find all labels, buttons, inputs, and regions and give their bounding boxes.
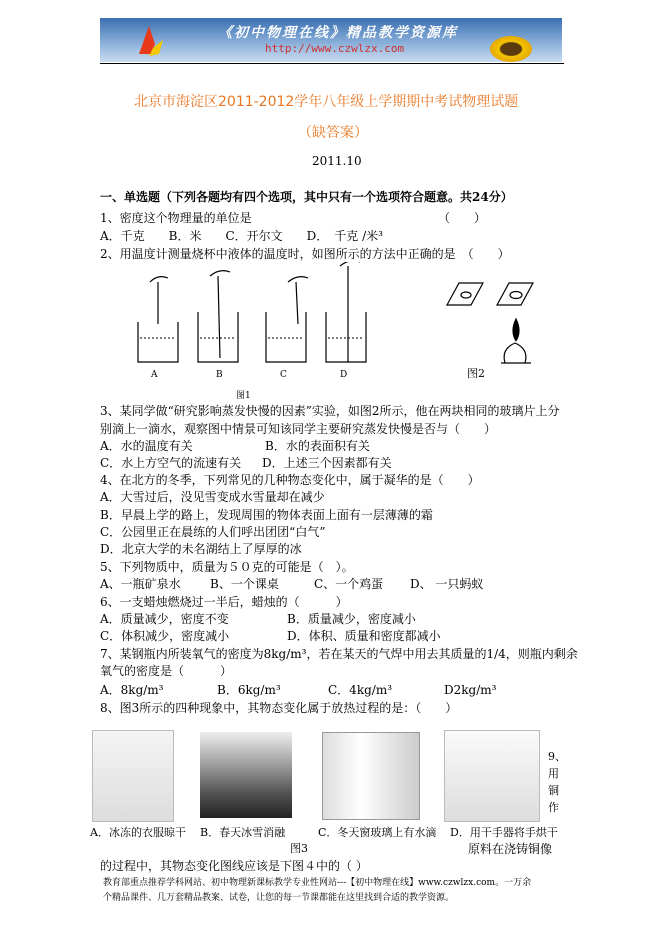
window-glass-image — [322, 732, 420, 820]
document-title: 北京市海淀区2011-2012学年八年级上学期期中考试物理试题 — [134, 94, 519, 110]
question-8: 8、图3所示的四种现象中，其物态变化属于放热过程的是：（ ） — [100, 701, 458, 715]
option-c: C．体积减少，密度减小 — [100, 629, 230, 643]
option-c: C．公园里正在晨练的人们呼出团团“白气” — [100, 525, 326, 539]
footer-line-1: 教育部重点推荐学科网站、初中物理新课标教学专业性网站---【初中物理在线】www.czwlzx.com。一万余 — [103, 878, 532, 888]
figure-label-d: D — [340, 370, 348, 380]
sunflower-image — [490, 36, 532, 62]
banner-url: http://www.czwlzx.com — [265, 42, 405, 55]
figure-1-caption: 图1 — [236, 391, 251, 401]
figure-3-option-c: C．冬天窗玻璃上有水滴 — [318, 826, 437, 839]
option-d: D．体积、质量和密度都减小 — [287, 629, 441, 643]
figure-3-option-a: A．冰冻的衣服晾干 — [90, 826, 186, 839]
question-4: 4、在北方的冬季，下列常见的几种物态变化中，属于凝华的是（ ） — [100, 473, 480, 487]
option-c: C．4kg/m³ — [328, 683, 393, 697]
option-b: B、一个课桌 — [210, 577, 279, 591]
question-6: 6、一支蜡烛燃烧过一半后，蜡烛的（ ） — [100, 595, 348, 609]
option-b: B．质量减少，密度减小 — [287, 612, 416, 626]
figure-3-caption: 图3 — [290, 842, 308, 855]
footer-line-2: 个精品课件、几万套精品教案、试卷，让您的每一节课都能在这里找到合适的教学资源。 — [103, 893, 455, 903]
figure-2-caption: 图2 — [467, 367, 485, 380]
option-a: A．质量减少，密度不变 — [100, 612, 229, 626]
logo-icon — [135, 24, 165, 58]
option-d: D．上述三个因素都有关 — [262, 456, 392, 470]
question-5: 5、下列物质中，质量为５０克的可能是（ ）。 — [100, 560, 354, 574]
figure-3-option-b: B．春天冰雪消融 — [200, 826, 286, 839]
frozen-clothes-image — [92, 730, 174, 822]
figure-2-glass-plates — [435, 275, 545, 370]
option-a: A．8kg/m³ — [100, 683, 164, 697]
question-3-line1: 3、某同学做“研究影响蒸发快慢的因素”实验，如图2所示，他在两块相同的玻璃片上分 — [100, 404, 560, 418]
figure-3-option-d: D．用干手器将手烘干 — [450, 826, 558, 839]
side-char: 铜 — [548, 784, 559, 797]
option-a: A．大雪过后，没见雪变成水雪量却在减少 — [100, 490, 325, 504]
answer-blank: （ ） — [438, 211, 487, 225]
question-9-line2: 的过程中，其物态变化图线应该是下图４中的（ ） — [100, 859, 368, 873]
question-9-side-text — [548, 748, 574, 816]
side-char: 作 — [548, 801, 559, 814]
option-d: D2kg/m³ — [444, 683, 497, 697]
figure-1-thermometers — [130, 262, 370, 372]
option-c: C．水上方空气的流速有关 — [100, 456, 242, 470]
document-date: 2011.10 — [312, 154, 362, 168]
option-b: B．早晨上学的路上，发现周围的物体表面上面有一层薄薄的霜 — [100, 508, 433, 522]
header-rule — [100, 63, 564, 64]
option-a: A、一瓶矿泉水 — [100, 577, 181, 591]
question-2: 2、用温度计测量烧杯中液体的温度时，如图所示的方法中正确的是 （ ） — [100, 247, 510, 261]
question-7-line2: 氧气的密度是（ ） — [100, 664, 233, 678]
section-heading: 一、单选题（下列各题均有四个选项，其中只有一个选项符合题意。共24分） — [100, 190, 513, 204]
question-3-line2: 别滴上一滴水，观察图中情景可知该同学主要研究蒸发快慢是否与（ ） — [100, 422, 497, 436]
side-char: 9、 — [548, 750, 566, 763]
question-1: 1、密度这个物理量的单位是 — [100, 211, 252, 225]
figure-label-c: C — [280, 370, 287, 380]
option-d: D、 一只蚂蚁 — [410, 577, 484, 591]
option-b: B．水的表面积有关 — [265, 439, 370, 453]
site-banner — [100, 18, 562, 62]
option-b: B．6kg/m³ — [217, 683, 281, 697]
option-a: A．水的温度有关 — [100, 439, 193, 453]
question-7-line1: 7、某钢瓶内所装氧气的密度为8kg/m³，若在某天的气焊中用去其质量的1/4，则瓶内剩余 — [100, 647, 578, 661]
figure-label-a: A — [151, 370, 158, 380]
option-c: C、一个鸡蛋 — [314, 577, 384, 591]
side-char: 用 — [548, 767, 559, 780]
question-1-options: A．千克 B．米 C．开尔文 D． 千克 /米³ — [100, 229, 383, 243]
snowy-mountain-image — [200, 732, 292, 818]
question-9-line1: 原料在浇铸铜像 — [468, 842, 553, 856]
banner-title: 《初中物理在线》精品教学资源库 — [218, 25, 458, 41]
hand-dryer-image — [444, 730, 540, 822]
document-subtitle: （缺答案） — [298, 125, 368, 141]
option-d: D．北京大学的未名湖结上了厚厚的冰 — [100, 542, 302, 556]
figure-label-b: B — [216, 370, 223, 380]
